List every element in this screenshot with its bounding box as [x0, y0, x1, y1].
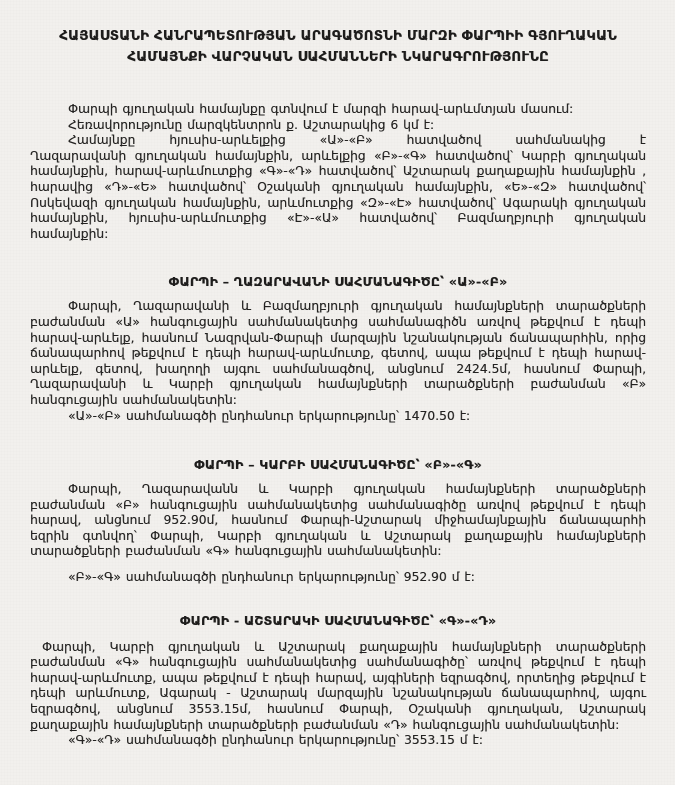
intro-borders-line: հարավից «Դ»-«Ե» հատվածով՝ Օշականի գյուղական համայնքին, «Ե»-«Զ» հատվածով՝	[30, 179, 646, 194]
intro-location-line: Փարպի գյուղական համայնքը գտնվում է մարզի հարավ-արևմտյան մասում:	[68, 102, 574, 116]
intro-borders-line: համայնքին, հյուսիս-արևմուտքից «Է»-«Ա» հատվածով՝ Բազմաղբյուրի գյուղական	[30, 211, 646, 226]
section-parpi-ashtarak	[30, 613, 646, 749]
section-parpi-karbi	[30, 457, 646, 586]
section-2-line: տարածքների բաժանման «Գ» հանգուցային սահմանակետին:	[30, 544, 442, 559]
section-1-length-line: «Ա»-«Բ» սահմանագծի ընդհանուր երկարությունը՝ 1470.50 է:	[68, 408, 471, 423]
section-2-line: Փարպի, Ղազարավանն և Կարբի գյուղական համայնքների տարածքների	[68, 482, 646, 497]
section-heading-1: ՓԱՐՊԻ – ՂԱԶԱՐԱՎԱՆԻ ՍԱՀՄԱՆԱԳԻԾԸ՝ «Ա»-«Բ»	[168, 274, 508, 290]
title-line-2: ՀԱՄԱՅՆՔԻ ՎԱՐՉԱԿԱՆ ՍԱՀՄԱՆՆԵՐԻ ՆԿԱՐԱԳՐՈՒԹՅՈՒՆԸ	[127, 50, 549, 65]
intro-distance-line: Հեռավորությունը մարզկենտրոն ք. Աշտարակից 6 կմ է:	[68, 117, 435, 132]
section-1-line: ճանապարհով թեքվում է դեպի հարավ-արևմուտք, գետով, ապա թեքվում է դեպի հարավ-	[30, 346, 646, 361]
section-3-line: բաժանման «Գ» հանգուցային սահմանակետից սահմանագիծը՝ առվով թեքվում է դեպի	[30, 655, 646, 670]
section-2-line: եզրին գտնվող՝ Փարպի, Կարբի գյուղական և Աշտարակ քաղաքային համայնքների	[30, 528, 646, 543]
section-2-line: հարավ, անցնում 952.90մ, հասնում Փարպի-Աշտարակ միջհամայնքային ճանապարհի	[30, 513, 646, 528]
section-3-line: Փարպի, Կարբի գյուղական և Աշտարակ քաղաքային համայնքների տարածքների	[42, 639, 646, 654]
intro-borders-line: Ղազարավանի գյուղական համայնքին, արևելքից «Բ»-«Գ» հատվածով՝ Կարբի գյուղական	[30, 148, 646, 163]
section-2-line: բաժանման «Բ» հանգուցային սահմանակետից սահմանագիծը առվով թեքվում է դեպի	[30, 497, 646, 512]
section-2-length-line: «Բ»-«Գ» սահմանագծի ընդհանուր երկարությունը՝ 952.90 մ է:	[68, 570, 475, 585]
section-1-line: արևելք, գետով, խաղողի այգու սահմանագծով, անցնում 2424.5մ, հասնում Փարպի,	[30, 361, 646, 376]
intro-paragraphs	[30, 102, 646, 242]
section-3-line: քաղաքային համայնքների տարածքների բաժանման «Դ» հանգուցային սահմանակետին:	[30, 717, 620, 732]
document-title	[30, 26, 646, 68]
section-3-line: եզրագծով, անցնում 3553.15մ, հասնում Փարպի, Օշականի գյուղական, Աշտարակ	[30, 702, 646, 717]
section-1-line: հարավ-արևելք, հասնում Նազրվան-Փարպի մարզային նշանակության ճանապարհին, որից	[30, 330, 646, 345]
section-3-line: դեպի արևմուտք, Ագարակ - Աշտարակ մարզային նշանակության ճանապարհով, այգու	[30, 686, 646, 701]
title-line-1: ՀԱՅԱՍՏԱՆԻ ՀԱՆՐԱՊԵՏՈՒԹՅԱՆ ԱՐԱԳԱԾՈՏՆԻ ՄԱՐԶԻ ՓԱՐՊԻԻ ԳՅՈՒՂԱԿԱՆ	[59, 29, 617, 44]
intro-borders-line: համայնքին:	[30, 226, 109, 241]
section-3-length-line: «Գ»-«Դ» սահմանագծի ընդհանուր երկարությունը՝ 3553.15 մ է:	[68, 733, 483, 748]
section-1-line: Ղազարավանի և Կարբի գյուղական համայնքների տարածքների բաժանման «Բ»	[30, 377, 646, 392]
section-1-line: հանգուցային սահմանակետին:	[30, 392, 237, 407]
section-1-line: բաժանման «Ա» հանգուցային սահմանակետից սահմանագիծն առվով թեքվում է դեպի	[30, 314, 646, 329]
section-heading-2: ՓԱՐՊԻ – ԿԱՐԲԻ ՍԱՀՄԱՆԱԳԻԾԸ՝ «Բ»-«Գ»	[194, 457, 482, 473]
section-1-line: Փարպի, Ղազարավանի և Բազմաղբյուրի գյուղական համայնքների տարածքների	[68, 299, 646, 314]
section-parpi-ghazaravan	[30, 274, 646, 424]
section-3-line: հարավ-արևմուտք, ապա թեքվում է դեպի հարավ, այգիների եզրագծով, որտեղից թեքվում է	[30, 670, 646, 685]
intro-borders-line: Համայնքը հյուսիս-արևելքից «Ա»-«Բ» հատվածով սահմանակից է	[68, 133, 646, 148]
intro-borders-line: Ոսկեվազի գյուղական համայնքին, արևմուտքից «Զ»-«Է» հատվածով՝ Ագարակի գյուղական	[30, 195, 646, 210]
intro-borders-line: համայնքին, հարավ-արևմուտքից «Գ»-«Դ» հատվածով՝ Աշտարակ քաղաքային համայնքին ,	[30, 164, 646, 179]
section-heading-3: ՓԱՐՊԻ - ԱՇՏԱՐԱԿԻ ՍԱՀՄԱՆԱԳԻԾԸ՝ «Գ»-«Դ»	[179, 612, 497, 628]
